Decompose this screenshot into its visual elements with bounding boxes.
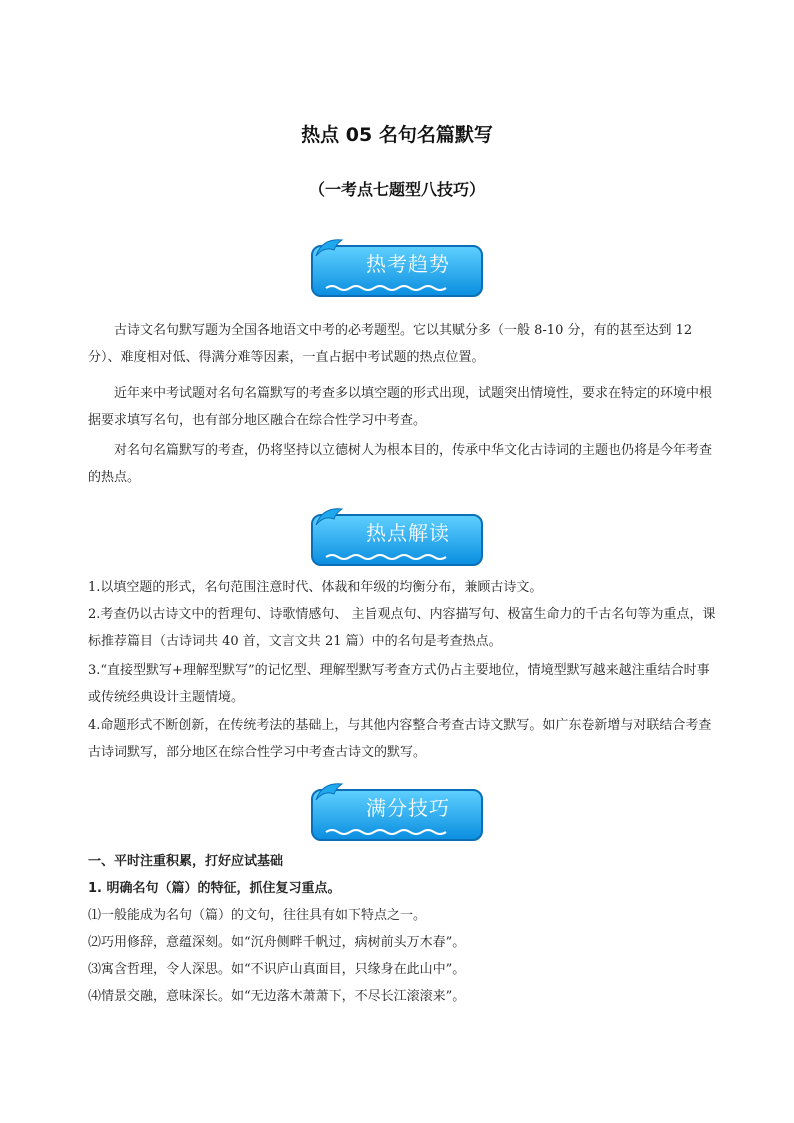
badge-label: 热考趋势	[366, 252, 450, 276]
section-badge-tips	[308, 780, 488, 842]
paragraph: 1.以填空题的形式，名句范围注意时代、体裁和年级的均衡分布，兼顾古诗文。	[88, 580, 543, 595]
section-heading: 一、平时注重积累，打好应试基础	[88, 854, 284, 869]
paragraph: 近年来中考试题对名句名篇默写的考查多以填空题的形式出现，试题突出情境性，要求在特定的环境中根据要求填写名句，也有部分地区融合在综合性学习中考查。	[88, 386, 713, 428]
list-item: ⑷情景交融，意味深长。如“无边落木萧萧下，不尽长江滚滚来”。	[88, 989, 466, 1004]
list-item: ⑶寓含哲理，令人深思。如“不识庐山真面目，只缘身在此山中”。	[88, 962, 466, 977]
list-item: ⑴一般能成为名句（篇）的文句，往往具有如下特点之一。	[88, 908, 427, 923]
paragraph: 2.考查仍以古诗文中的哲理句、诗歌情感句、 主旨观点句、内容描写句、极富生命力的千古名句等为重点，课标推荐篇目（古诗词共 40 首，文言文共 21 篇）中的名句是考查热点。	[88, 607, 716, 649]
paragraph: 对名句名篇默写的考查，仍将坚持以立德树人为根本目的，传承中华文化古诗词的主题也仍将是今年考查的热点。	[88, 443, 713, 485]
section-subheading: 1. 明确名句（篇）的特征，抓住复习重点。	[88, 881, 341, 896]
paragraph: 3.“直接型默写+理解型默写”的记忆型、理解型默写考查方式仍占主要地位，情境型默写越来越注重结合时事或传统经典设计主题情境。	[88, 663, 710, 705]
paragraph: 4.命题形式不断创新，在传统考法的基础上，与其他内容整合考查古诗文默写。如广东卷新增与对联结合考查古诗词默写，部分地区在综合性学习中考查古诗文的默写。	[88, 718, 712, 760]
page-title: 热点 05 名句名篇默写	[301, 124, 493, 146]
badge-label: 满分技巧	[366, 796, 450, 820]
section-badge-reading	[308, 505, 488, 567]
page-subtitle: （一考点七题型八技巧）	[308, 180, 485, 199]
paragraph: 古诗文名句默写题为全国各地语文中考的必考题型。它以其赋分多（一般 8-10 分，有的甚至达到 12 分）、难度相对低、得满分难等因素，一直占据中考试题的热点位置。	[88, 323, 693, 365]
badge-label: 热点解读	[366, 521, 450, 545]
section-badge-trend	[308, 236, 488, 298]
list-item: ⑵巧用修辞，意蕴深刻。如“沉舟侧畔千帆过，病树前头万木春”。	[88, 935, 466, 950]
